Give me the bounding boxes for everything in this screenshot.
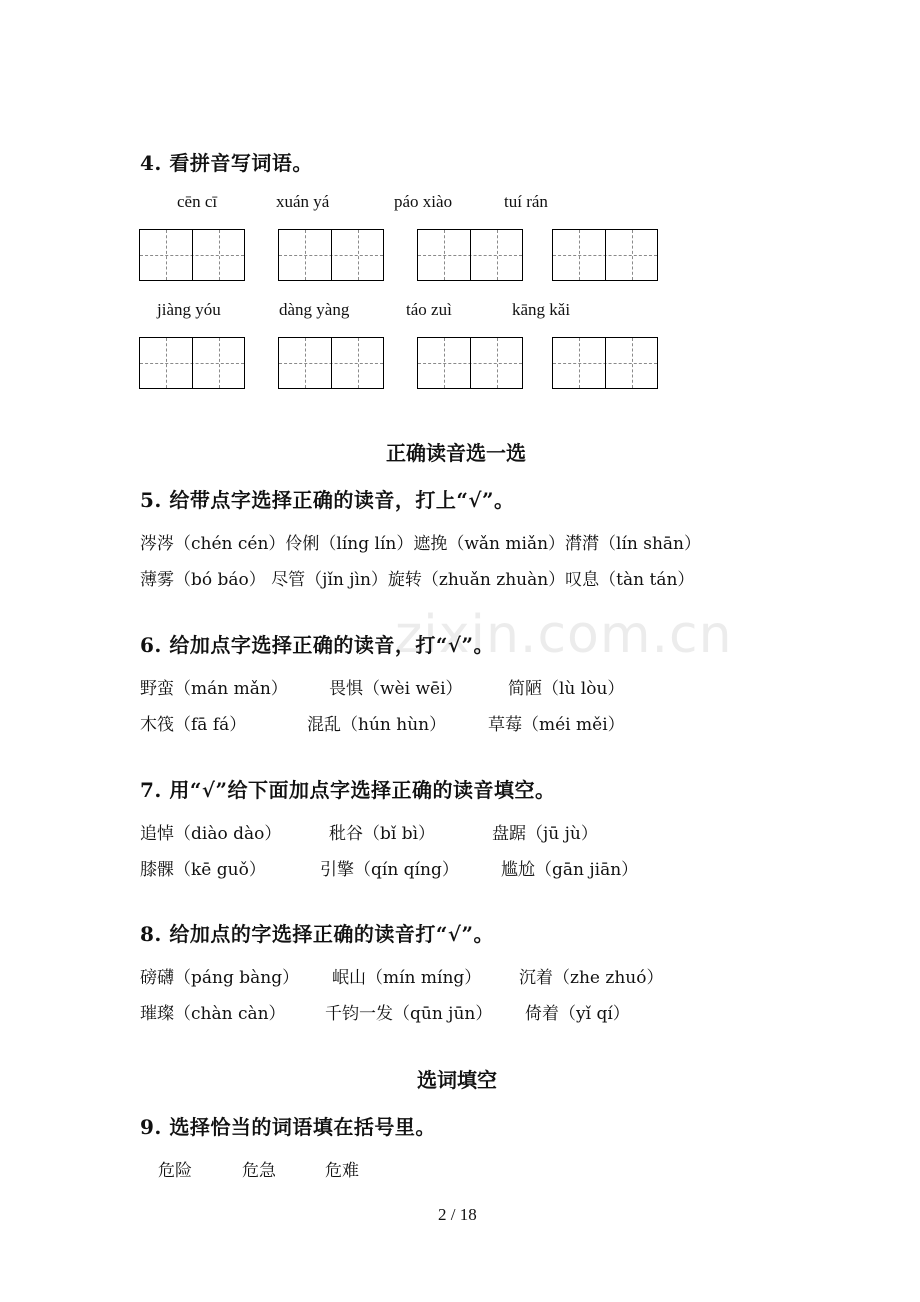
question-7-title: 7. 用“√”给下面加点字选择正确的读音填空。 — [140, 778, 556, 802]
question-7-item: 引擎（qín qíng） — [320, 860, 459, 880]
question-8-item: 岷山（mín míng） — [332, 968, 482, 988]
pinyin-label: páo xiào — [394, 192, 453, 211]
question-5-line: 涔涔（chén cén）伶俐（líng lín）遮挽（wǎn miǎn）潸潸（lín shān） — [140, 534, 702, 554]
question-8-item: 沉着（zhe zhuó） — [519, 968, 664, 988]
question-8-item: 璀璨（chàn càn） — [140, 1004, 286, 1024]
question-6-item: 木筏（fā fá） — [140, 715, 247, 735]
section-heading-pronunciation: 正确读音选一选 — [386, 441, 526, 465]
word-option: 危险 — [158, 1161, 192, 1181]
question-7-item: 膝髁（kē guǒ） — [140, 860, 266, 880]
question-8-item: 千钧一发（qūn jūn） — [325, 1004, 493, 1024]
question-9-title: 9. 选择恰当的词语填在括号里。 — [140, 1115, 436, 1139]
question-6-item: 简陋（lù lòu） — [508, 679, 625, 699]
pinyin-label: táo zuì — [406, 300, 452, 319]
writing-grid[interactable] — [417, 229, 523, 281]
watermark: zixin.com.cn — [395, 605, 733, 665]
question-5-line: 薄雾（bó báo） 尽管（jǐn jìn）旋转（zhuǎn zhuàn）叹息（tàn tán） — [140, 570, 695, 590]
question-7-item: 秕谷（bǐ bì） — [329, 824, 436, 844]
writing-grid[interactable] — [552, 337, 658, 389]
page-number: 2 / 18 — [438, 1205, 477, 1224]
question-6-item: 畏惧（wèi wēi） — [329, 679, 463, 699]
word-option: 危急 — [242, 1161, 276, 1181]
question-7-item: 盘踞（jū jù） — [492, 824, 598, 844]
writing-grid[interactable] — [278, 337, 384, 389]
pinyin-label: jiàng yóu — [157, 300, 221, 319]
pinyin-label: xuán yá — [276, 192, 330, 211]
section-heading-fill-words: 选词填空 — [417, 1068, 497, 1092]
writing-grid[interactable] — [552, 229, 658, 281]
word-option: 危难 — [325, 1161, 359, 1181]
pinyin-label: kāng kǎi — [512, 300, 571, 319]
question-6-item: 混乱（hún hùn） — [307, 715, 447, 735]
question-7-item: 追悼（diào dào） — [140, 824, 282, 844]
question-5-title: 5. 给带点字选择正确的读音，打上“√”。 — [140, 488, 515, 512]
pinyin-label: dàng yàng — [279, 300, 350, 319]
question-8-item: 磅礴（páng bàng） — [140, 968, 300, 988]
pinyin-label: cēn cī — [177, 192, 218, 211]
question-6-item: 野蛮（mán mǎn） — [140, 679, 288, 699]
question-7-item: 尴尬（gān jiān） — [501, 860, 639, 880]
writing-grid[interactable] — [139, 229, 245, 281]
pinyin-label: tuí rán — [504, 192, 548, 211]
writing-grid[interactable] — [278, 229, 384, 281]
question-4-title: 4. 看拼音写词语。 — [140, 151, 313, 175]
question-6-item: 草莓（méi měi） — [488, 715, 625, 735]
question-8-item: 倚着（yǐ qí） — [525, 1004, 630, 1024]
question-8-title: 8. 给加点的字选择正确的读音打“√”。 — [140, 922, 494, 946]
writing-grid[interactable] — [139, 337, 245, 389]
writing-grid[interactable] — [417, 337, 523, 389]
question-6-title: 6. 给加点字选择正确的读音，打“√”。 — [140, 633, 494, 657]
